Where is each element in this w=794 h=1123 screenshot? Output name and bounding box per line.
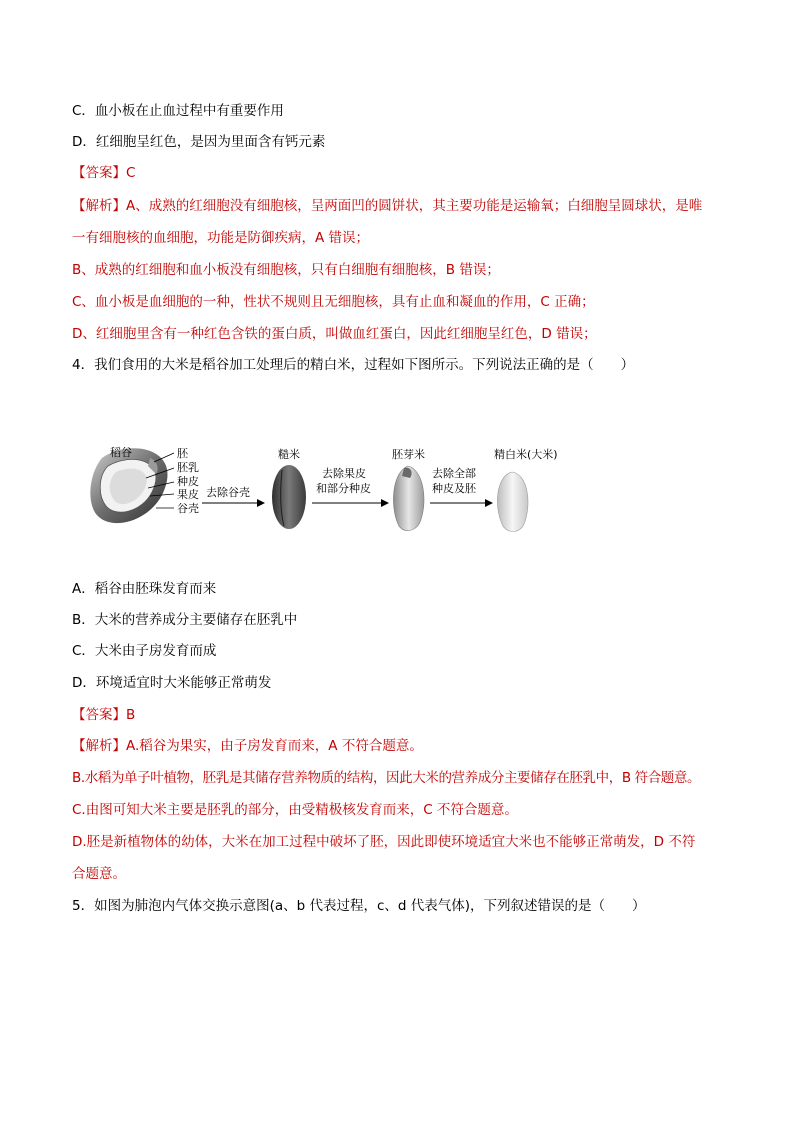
- q4-option-b: B．大米的营养成分主要储存在胚乳中: [72, 612, 298, 628]
- step-2-label-line-1: 去除果皮: [322, 467, 366, 480]
- analysis-line: [72, 196, 724, 216]
- rice-processing-figure: [90, 440, 570, 540]
- step-2-label-line-2: 和部分种皮: [316, 482, 371, 495]
- analysis-line: C、血小板是血细胞的一种，性状不规则且无细胞核，具有止血和凝血的作用，C 正确；: [72, 294, 595, 310]
- answer-tag: 【答案】: [72, 165, 126, 181]
- stage-2-label: 胚芽米: [392, 448, 425, 461]
- analysis-line: B、成熟的红细胞和血小板没有细胞核，只有白细胞有细胞核，B 错误；: [72, 262, 500, 278]
- answer-line: [72, 163, 724, 183]
- label-endosperm: 胚乳: [177, 461, 199, 474]
- question-5-stem: 5．如图为肺泡内气体交换示意图(a、b 代表过程，c、d 代表气体)，下列叙述错误的是（ ）: [72, 898, 646, 914]
- q4-answer-value: B: [126, 707, 136, 723]
- q4-analysis-line: [72, 736, 724, 756]
- q4-analysis-line: 合题意。: [72, 866, 126, 882]
- step-3-label-line-2: 种皮及胚: [432, 482, 476, 495]
- paddy-grain: [90, 448, 167, 523]
- q4-analysis-text: A.稻谷为果实，由子房发育而来，A 不符合题意。: [126, 738, 423, 754]
- answer-value: C: [126, 165, 136, 181]
- option-c: C．血小板在止血过程中有重要作用: [72, 103, 284, 119]
- grain-title: 稻谷: [110, 446, 132, 459]
- rice-processing-diagram: [90, 440, 570, 540]
- q4-analysis-tag: 【解析】: [72, 738, 126, 754]
- option-d: D．红细胞呈红色，是因为里面含有钙元素: [72, 134, 326, 150]
- step-3-label-line-1: 去除全部: [432, 467, 476, 480]
- label-pericarp: 果皮: [177, 488, 199, 501]
- stage-1-label: 糙米: [278, 448, 300, 461]
- label-embryo: 胚: [177, 447, 188, 460]
- q4-analysis-line: B.水稻为单子叶植物，胚乳是其储存营养物质的结构，因此大米的营养成分主要储存在胚乳中，B 符合题意。: [72, 770, 701, 786]
- q4-option-c: C．大米由子房发育而成: [72, 643, 217, 659]
- step-1-label: 去除谷壳: [206, 486, 250, 499]
- analysis-line: D、红细胞里含有一种红色含铁的蛋白质，叫做血红蛋白，因此红细胞呈红色，D 错误；: [72, 326, 597, 342]
- stage-3-label: 精白米(大米): [494, 448, 558, 461]
- q4-analysis-line: C.由图可知大米主要是胚乳的部分，由受精极核发育而来，C 不符合题意。: [72, 802, 518, 818]
- q4-option-d: D．环境适宜时大米能够正常萌发: [72, 675, 272, 691]
- brown-rice-grain: [272, 465, 306, 529]
- q4-answer-line: [72, 705, 724, 725]
- white-rice-grain: [497, 472, 528, 532]
- q4-answer-tag: 【答案】: [72, 707, 126, 723]
- question-4-stem: 4．我们食用的大米是稻谷加工处理后的精白米，过程如下图所示。下列说法正确的是（ ）: [72, 357, 635, 373]
- analysis-text: A、成熟的红细胞没有细胞核，呈两面凹的圆饼状，其主要功能是运输氧；白细胞呈圆球状，是唯: [126, 198, 703, 214]
- q4-analysis-line: D.胚是新植物体的幼体，大米在加工过程中破坏了胚，因此即使环境适宜大米也不能够正常萌发，D 不符: [72, 834, 696, 850]
- analysis-tag: 【解析】: [72, 198, 126, 214]
- analysis-line: 一有细胞核的血细胞，功能是防御疾病，A 错误；: [72, 230, 370, 246]
- label-husk: 谷壳: [177, 502, 199, 515]
- q4-option-a: A．稻谷由胚珠发育而来: [72, 581, 217, 597]
- label-seed-coat: 种皮: [177, 475, 199, 488]
